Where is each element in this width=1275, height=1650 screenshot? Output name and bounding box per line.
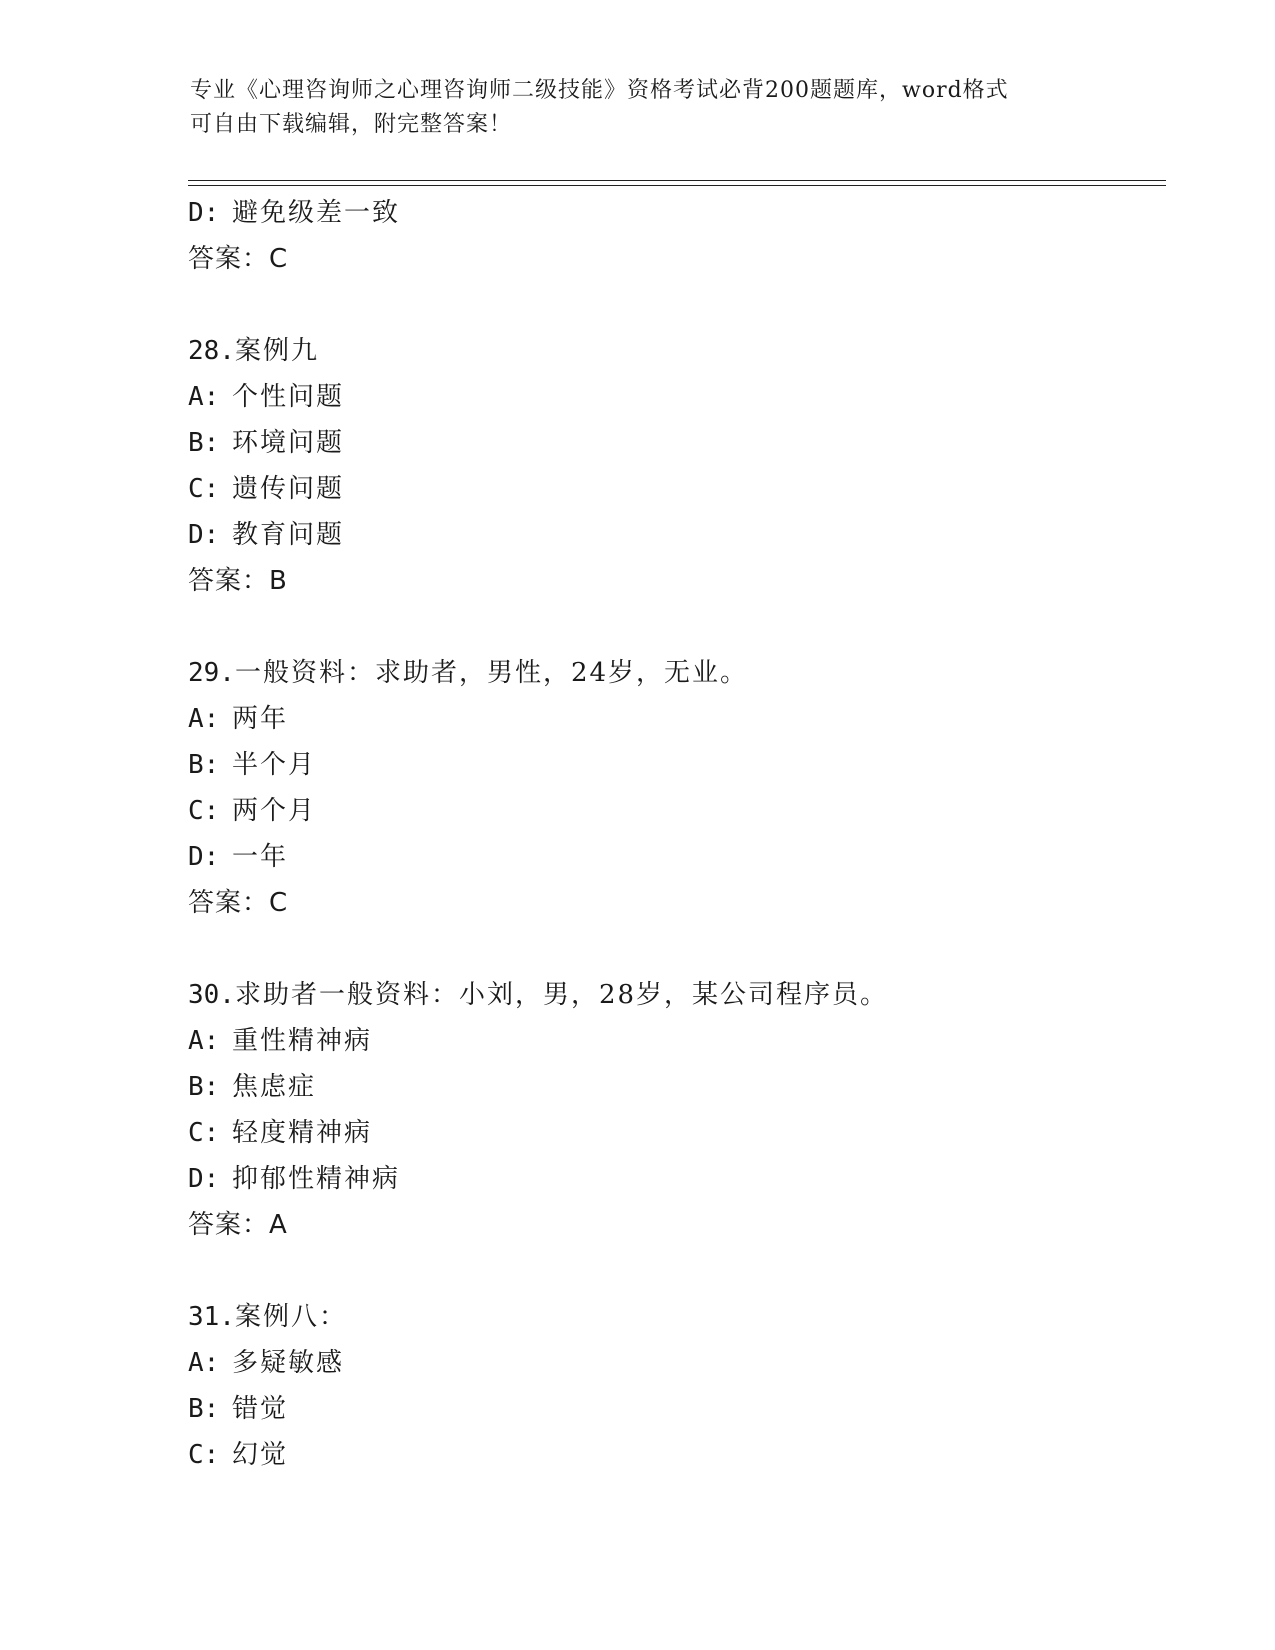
option-text: 焦虑症 [232,1072,317,1102]
option-text: 半个月 [232,750,317,780]
option-row [188,1156,1148,1202]
header-divider-bottom [188,185,1166,186]
question-list [188,190,1148,1478]
option-label: A: [188,1348,220,1378]
option-row [188,1432,1148,1478]
answer-line: 答案：C [188,888,289,918]
option-label: B: [188,750,220,780]
option-row [188,1386,1148,1432]
option-text: 重性精神病 [232,1026,373,1056]
option-row [188,466,1148,512]
option-row [188,190,1148,236]
question-gap [188,282,1148,328]
question-stem [188,650,1148,696]
option-label: C: [188,1440,220,1470]
option-text: 抑郁性精神病 [232,1164,401,1194]
question-number: 31. [188,1302,235,1332]
option-text: 一年 [232,842,289,872]
option-label: B: [188,428,220,458]
question-gap [188,604,1148,650]
option-text: 个性问题 [232,382,345,412]
option-text: 错觉 [232,1394,289,1424]
question-stem [188,328,1148,374]
option-row [188,1340,1148,1386]
option-label: A: [188,1026,220,1056]
option-row [188,1018,1148,1064]
option-text: 幻觉 [232,1440,289,1470]
option-text: 避免级差一致 [232,198,401,228]
question-text: 案例九 [234,336,319,366]
option-row [188,1110,1148,1156]
option-label: C: [188,796,220,826]
question-text: 一般资料：求助者，男性，24岁，无业。 [234,658,749,688]
option-text: 教育问题 [232,520,345,550]
question-stem [188,972,1148,1018]
option-label: B: [188,1072,220,1102]
header-line-2: 可自由下载编辑，附完整答案！ [190,112,513,137]
header-divider-top [188,180,1166,181]
question-number: 30. [188,980,235,1010]
option-text: 两年 [232,704,289,734]
question-gap [188,926,1148,972]
option-label: C: [188,1118,220,1148]
question-number: 28. [188,336,235,366]
option-label: D: [188,842,220,872]
option-text: 两个月 [232,796,317,826]
question-number: 29. [188,658,235,688]
option-row [188,696,1148,742]
answer-line: 答案：C [188,244,289,274]
document-header [190,74,1090,142]
option-label: A: [188,704,220,734]
option-text: 多疑敏感 [232,1348,345,1378]
option-label: C: [188,474,220,504]
option-row [188,834,1148,880]
header-line-1: 专业《心理咨询师之心理咨询师二级技能》资格考试必背200题题库，word格式 [190,78,1009,103]
question-gap [188,1248,1148,1294]
question-stem [188,1294,1148,1340]
option-text: 环境问题 [232,428,345,458]
option-text: 遗传问题 [232,474,345,504]
answer-line: 答案：A [188,1210,288,1240]
option-label: A: [188,382,220,412]
option-row [188,420,1148,466]
option-row [188,512,1148,558]
question-text: 求助者一般资料：小刘，男，28岁，某公司程序员。 [234,980,889,1010]
question-text: 案例八： [234,1302,347,1332]
option-text: 轻度精神病 [232,1118,373,1148]
answer-line: 答案：B [188,566,288,596]
option-row [188,374,1148,420]
option-row [188,788,1148,834]
option-row [188,742,1148,788]
option-label: D: [188,520,220,550]
option-label: B: [188,1394,220,1424]
option-label: D: [188,1164,220,1194]
option-row [188,1064,1148,1110]
option-label: D: [188,198,220,228]
